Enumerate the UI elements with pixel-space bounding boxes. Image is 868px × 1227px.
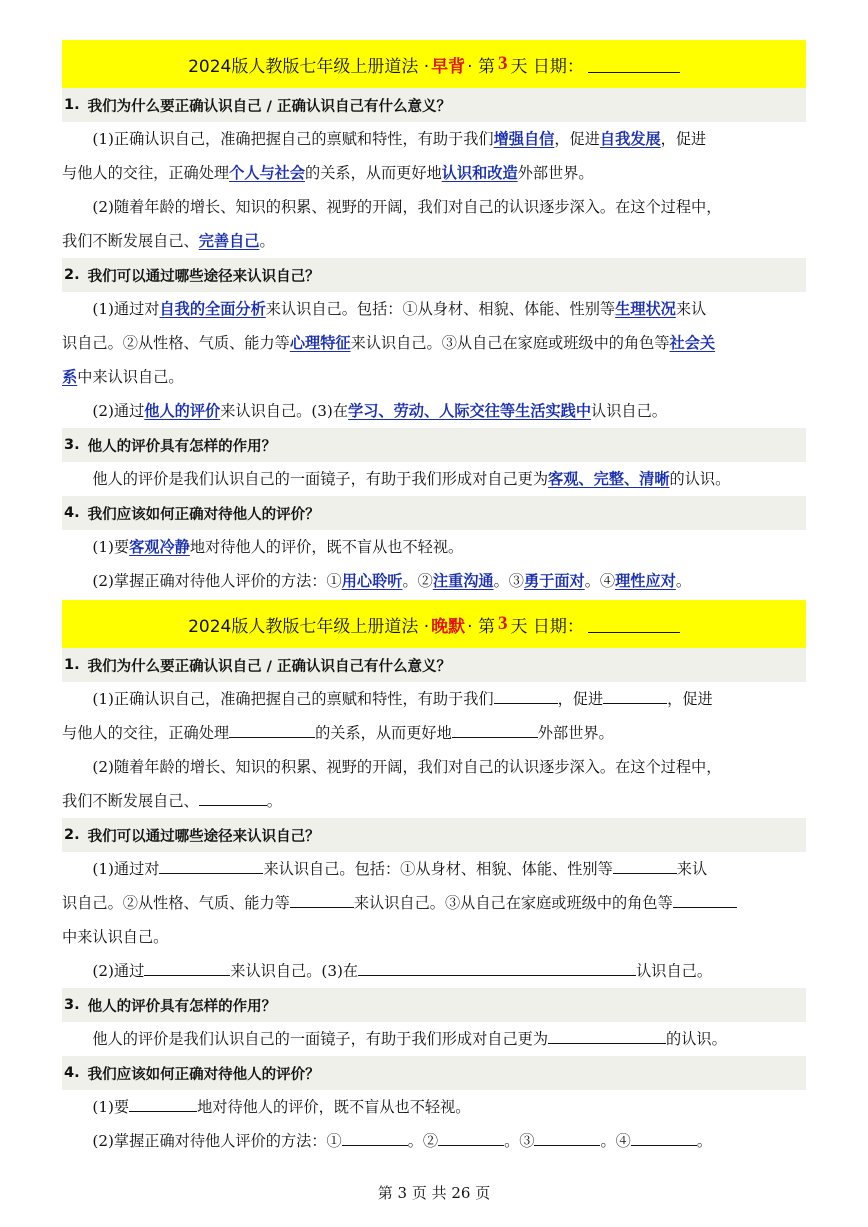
answer-paragraph (62, 564, 806, 598)
text: 来认识自己。③从自己在家庭或班级中的角色等 (350, 334, 670, 352)
text: 来认 (675, 300, 707, 318)
text: (2)通过 (92, 962, 145, 980)
text: 。 (675, 572, 692, 590)
text: (1)通过对 (92, 860, 160, 878)
question-text: 我们为什么要正确认识自己 / 正确认识自己有什么意义？ (87, 98, 451, 115)
text: (2)随着年龄的增长、知识的积累、视野的开阔，我们对自己的认识逐步深入。在这个过程中， (92, 198, 722, 216)
text: (1)正确认识自己，准确把握自己的禀赋和特性，有助于我们 (92, 130, 494, 148)
answer-keyword: 客观冷静 (129, 538, 190, 556)
text: 地对待他人的评价，既不盲从也不轻视。 (189, 538, 464, 556)
text: 中来认识自己。 (62, 928, 169, 946)
question-heading (62, 88, 806, 122)
text: 。④ (600, 1132, 631, 1150)
text: 的关系，从而更好地 (305, 164, 442, 182)
date-blank[interactable] (588, 616, 680, 633)
text: 我们不断发展自己、 (62, 232, 199, 250)
text: ，促进 (557, 690, 604, 708)
answer-keyword: 个人与社会 (229, 164, 305, 182)
fill-blank[interactable] (673, 889, 737, 908)
question-number: 3. (64, 437, 80, 453)
text: 。 (259, 232, 275, 250)
banner-day: 3 (497, 53, 508, 74)
fill-blank[interactable] (613, 855, 677, 874)
text: 中来认识自己。 (77, 368, 184, 386)
text: ，促进 (554, 130, 600, 148)
text: (2)通过 (92, 402, 145, 420)
fill-blank[interactable] (534, 1127, 600, 1146)
text: 他人的评价是我们认识自己的一面镜子，有助于我们形成对自己更为 (92, 470, 549, 488)
fill-blank[interactable] (603, 685, 667, 704)
text: 外部世界。 (517, 164, 594, 182)
fill-blank[interactable] (199, 787, 267, 806)
fill-blank[interactable] (159, 855, 263, 874)
answer-keyword: 增强自信 (493, 130, 555, 148)
answer-paragraph (62, 530, 806, 564)
question-number: 3. (64, 997, 80, 1013)
question-text: 他人的评价具有怎样的作用？ (87, 438, 277, 455)
question-text: 我们为什么要正确认识自己 / 正确认识自己有什么意义？ (87, 658, 451, 675)
banner-suffix: 天 日期： (510, 56, 584, 77)
fill-blank[interactable] (342, 1127, 408, 1146)
answer-keyword: 学习、劳动、人际交往等生活实践中 (348, 402, 592, 420)
morning-banner (62, 40, 806, 88)
text: ，促进 (660, 130, 707, 148)
question-heading (62, 648, 806, 682)
text: 来认识自己。(3)在 (220, 402, 349, 420)
fill-blank[interactable] (358, 957, 636, 976)
worksheet (62, 40, 806, 1158)
question-heading (62, 258, 806, 292)
question-number: 1. (64, 97, 80, 113)
answer-keyword: 社会关 (669, 334, 716, 352)
fill-blank[interactable] (548, 1025, 666, 1044)
fill-blank[interactable] (144, 957, 230, 976)
question-heading (62, 988, 806, 1022)
fill-paragraph (62, 1090, 806, 1124)
text: 来认识自己。③从自己在家庭或班级中的角色等 (353, 894, 673, 912)
fill-blank[interactable] (631, 1127, 697, 1146)
text: 与他人的交往，正确处理 (62, 164, 230, 182)
answer-keyword: 理性应对 (615, 572, 676, 590)
answer-paragraph (62, 224, 806, 258)
text: 认识自己。 (591, 402, 667, 420)
fill-blank[interactable] (229, 719, 315, 738)
text: 。③ (504, 1132, 535, 1150)
fill-blank[interactable] (452, 719, 538, 738)
question-text: 我们应该如何正确对待他人的评价？ (87, 1066, 320, 1083)
text: 。④ (584, 572, 616, 590)
answer-paragraph (62, 190, 806, 224)
question-heading (62, 818, 806, 852)
answer-paragraph (62, 360, 806, 394)
answer-keyword: 他人的评价 (144, 402, 221, 420)
question-heading (62, 496, 806, 530)
answer-paragraph (62, 292, 806, 326)
question-number: 4. (64, 505, 80, 521)
question-text: 我们可以通过哪些途径来认识自己？ (87, 828, 320, 845)
text: 。 (696, 1132, 713, 1150)
text: 识自己。②从性格、气质、能力等 (62, 334, 290, 352)
answer-keyword: 系 (62, 368, 78, 386)
question-number: 4. (64, 1065, 80, 1081)
answer-paragraph (62, 394, 806, 428)
fill-paragraph (62, 750, 806, 784)
question-number: 2. (64, 827, 80, 843)
fill-blank[interactable] (290, 889, 354, 908)
answer-keyword: 完善自己 (198, 232, 260, 250)
answer-paragraph (62, 122, 806, 156)
text: 的认识。 (669, 470, 731, 488)
fill-paragraph (62, 1124, 806, 1158)
page-footer: 第 3 页 共 26 页 (377, 1184, 491, 1202)
text: 的认识。 (666, 1030, 727, 1048)
text: 来认识自己。包括：①从身材、相貌、体能、性别等 (263, 860, 613, 878)
question-heading (62, 428, 806, 462)
text: 我们不断发展自己、 (62, 792, 199, 810)
fill-paragraph (62, 954, 806, 988)
fill-paragraph (62, 886, 806, 920)
fill-paragraph (62, 852, 806, 886)
banner-mode: 晚默 (431, 616, 466, 637)
text: (1)要 (92, 538, 130, 556)
banner-suffix: 天 日期： (510, 616, 584, 637)
question-text: 他人的评价具有怎样的作用？ (87, 998, 277, 1015)
answer-keyword: 认识和改造 (441, 164, 518, 182)
answer-keyword: 注重沟通 (432, 572, 494, 590)
banner-day: 3 (497, 613, 508, 634)
answer-keyword: 勇于面对 (523, 572, 585, 590)
text: 的关系，从而更好地 (315, 724, 452, 742)
text: 。② (407, 1132, 439, 1150)
answer-paragraph (62, 326, 806, 360)
answer-paragraph (62, 462, 806, 496)
fill-blank[interactable] (129, 1093, 197, 1112)
fill-blank[interactable] (438, 1127, 504, 1146)
fill-paragraph (62, 682, 806, 716)
text: (1)通过对 (92, 300, 160, 318)
text: 。② (402, 572, 433, 590)
text: 。③ (493, 572, 524, 590)
text: (2)掌握正确对待他人评价的方法：① (92, 1132, 342, 1150)
fill-paragraph (62, 1022, 806, 1056)
answer-keyword: 自我的全面分析 (159, 300, 266, 318)
answer-keyword: 客观、完整、清晰 (548, 470, 670, 488)
fill-paragraph (62, 784, 806, 818)
question-number: 1. (64, 657, 80, 673)
fill-paragraph (62, 920, 806, 954)
question-text: 我们可以通过哪些途径来认识自己？ (87, 268, 320, 285)
answer-keyword: 心理特征 (289, 334, 351, 352)
text: 他人的评价是我们认识自己的一面镜子，有助于我们形成对自己更为 (92, 1030, 549, 1048)
banner-mid: · 第 (467, 616, 495, 637)
answer-keyword: 用心聆听 (341, 572, 403, 590)
text: (2)随着年龄的增长、知识的积累、视野的开阔，我们对自己的认识逐步深入。在这个过程中， (92, 758, 722, 776)
answer-paragraph (62, 156, 806, 190)
text: 识自己。②从性格、气质、能力等 (62, 894, 290, 912)
banner-prefix: 2024版人教版七年级上册道法 · (188, 616, 430, 637)
text: 来认识自己。(3)在 (230, 962, 359, 980)
text: ，促进 (667, 690, 713, 708)
answer-keyword: 生理状况 (615, 300, 676, 318)
banner-mode: 早背 (431, 56, 466, 77)
text: (2)掌握正确对待他人评价的方法：① (92, 572, 342, 590)
question-heading (62, 1056, 806, 1090)
evening-banner (62, 600, 806, 648)
fill-paragraph (62, 716, 806, 750)
question-text: 我们应该如何正确对待他人的评价？ (87, 506, 320, 523)
text: 外部世界。 (537, 724, 614, 742)
text: 来认识自己。包括：①从身材、相貌、体能、性别等 (265, 300, 616, 318)
answer-keyword: 自我发展 (599, 130, 661, 148)
fill-blank[interactable] (494, 685, 558, 704)
text: 与他人的交往，正确处理 (62, 724, 230, 742)
text: (1)要 (92, 1098, 130, 1116)
text: (1)正确认识自己，准确把握自己的禀赋和特性，有助于我们 (92, 690, 494, 708)
banner-prefix: 2024版人教版七年级上册道法 · (188, 56, 430, 77)
text: 地对待他人的评价，既不盲从也不轻视。 (197, 1098, 471, 1116)
text: 认识自己。 (636, 962, 713, 980)
text: 。 (266, 792, 282, 810)
banner-mid: · 第 (467, 56, 495, 77)
text: 来认 (676, 860, 708, 878)
date-blank[interactable] (588, 56, 680, 73)
question-number: 2. (64, 267, 80, 283)
